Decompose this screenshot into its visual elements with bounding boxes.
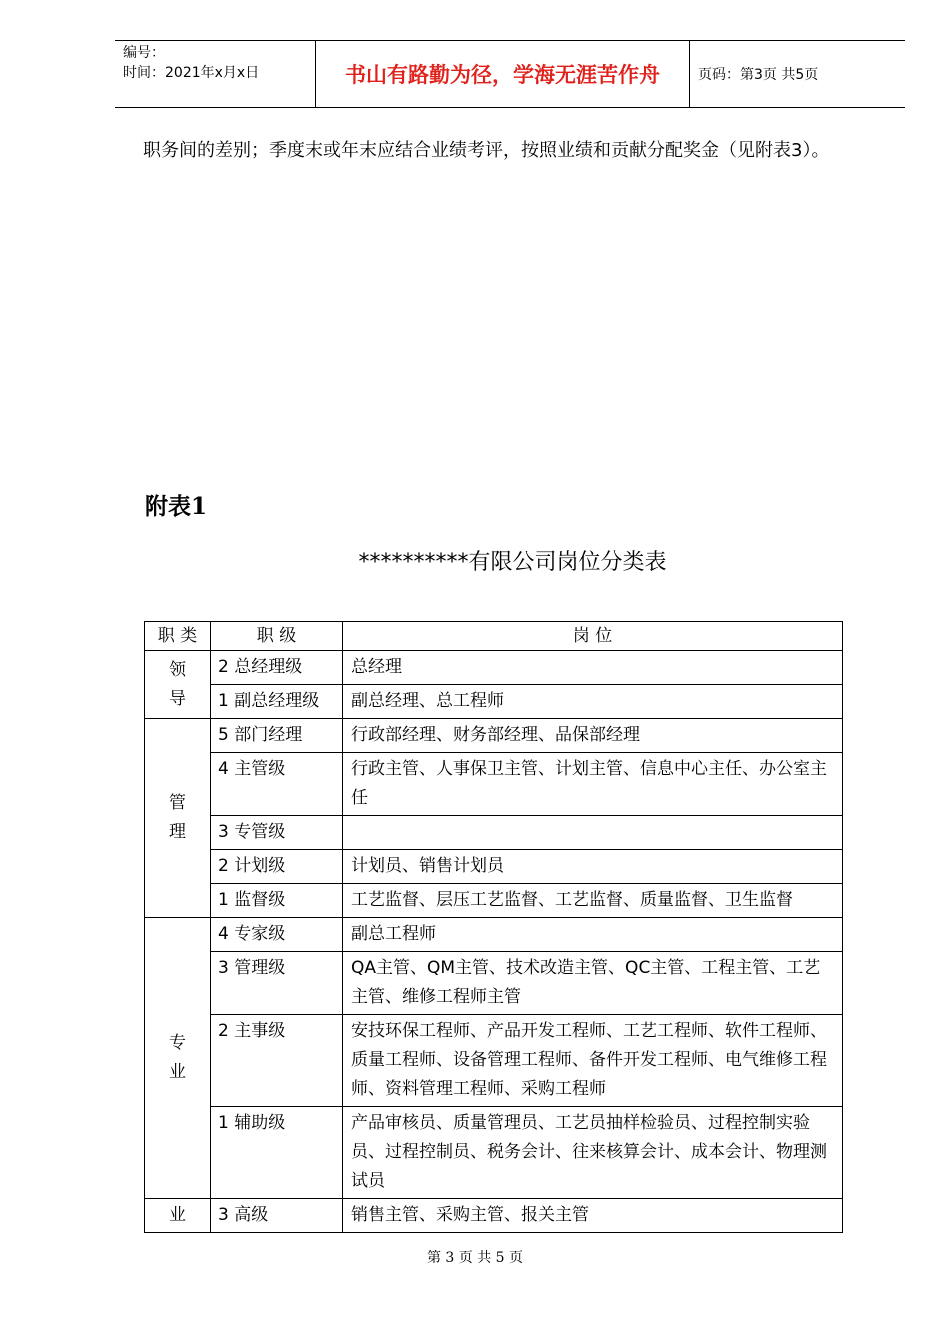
positions-cell: 安技环保工程师、产品开发工程师、工艺工程师、软件工程师、质量工程师、设备管理工程师、备件开发工程师、电气维修工程师、资料管理工程师、采购工程师 (343, 1015, 843, 1107)
category-cell: 业 (145, 1199, 211, 1233)
positions-cell: 销售主管、采购主管、报关主管 (343, 1199, 843, 1233)
level-cell: 1 辅助级 (211, 1107, 343, 1199)
category-cell: 管 理 (145, 719, 211, 918)
positions-cell: 副总工程师 (343, 918, 843, 952)
serial-label: 编号： (123, 45, 165, 61)
table-header-row (145, 622, 843, 651)
level-cell: 4 专家级 (211, 918, 343, 952)
table-row (145, 850, 843, 884)
table-row (145, 1015, 843, 1107)
header-page-info: 页码：第3页 共5页 (698, 67, 819, 83)
table-row (145, 918, 843, 952)
table-row (145, 1107, 843, 1199)
table-title: **********有限公司岗位分类表 (358, 550, 667, 575)
level-cell: 3 专管级 (211, 816, 343, 850)
category-cell: 专 业 (145, 918, 211, 1199)
table-row (145, 816, 843, 850)
level-cell: 4 主管级 (211, 753, 343, 816)
positions-cell: 计划员、销售计划员 (343, 850, 843, 884)
table-row (145, 753, 843, 816)
appendix-label: 附表1 (145, 493, 208, 520)
level-cell: 2 总经理级 (211, 651, 343, 685)
level-cell: 3 管理级 (211, 952, 343, 1015)
page-header (115, 40, 905, 108)
table-row (145, 719, 843, 753)
positions-cell: QA主管、QM主管、技术改造主管、QC主管、工程主管、工艺主管、维修工程师主管 (343, 952, 843, 1015)
level-cell: 3 高级 (211, 1199, 343, 1233)
level-cell: 2 计划级 (211, 850, 343, 884)
positions-cell: 产品审核员、质量管理员、工艺员抽样检验员、过程控制实验员、过程控制员、税务会计、往来核算会计、成本会计、物理测试员 (343, 1107, 843, 1199)
body-paragraph: 职务间的差别；季度末或年末应结合业绩考评，按照业绩和贡献分配奖金（见附表3）。 (143, 140, 830, 161)
table-row (145, 685, 843, 719)
level-cell: 5 部门经理 (211, 719, 343, 753)
header-level: 职 级 (211, 622, 343, 651)
level-cell: 1 监督级 (211, 884, 343, 918)
category-cell: 领 导 (145, 651, 211, 719)
time-label: 时间：2021年x月x日 (123, 65, 260, 81)
page-footer: 第 3 页 共 5 页 (426, 1250, 524, 1266)
position-classification-table (144, 621, 843, 1233)
positions-cell (343, 816, 843, 850)
positions-cell: 行政主管、人事保卫主管、计划主管、信息中心主任、办公室主任 (343, 753, 843, 816)
positions-cell: 工艺监督、层压工艺监督、工艺监督、质量监督、卫生监督 (343, 884, 843, 918)
header-meta (123, 43, 318, 83)
positions-cell: 副总经理、总工程师 (343, 685, 843, 719)
table-row (145, 1199, 843, 1233)
level-cell: 2 主事级 (211, 1015, 343, 1107)
table-row (145, 952, 843, 1015)
table-row (145, 884, 843, 918)
header-motto: 书山有路勤为径，学海无涯苦作舟 (345, 63, 660, 87)
header-positions: 岗 位 (343, 622, 843, 651)
level-cell: 1 副总经理级 (211, 685, 343, 719)
header-category: 职 类 (145, 622, 211, 651)
positions-cell: 总经理 (343, 651, 843, 685)
positions-cell: 行政部经理、财务部经理、品保部经理 (343, 719, 843, 753)
table-row (145, 651, 843, 685)
